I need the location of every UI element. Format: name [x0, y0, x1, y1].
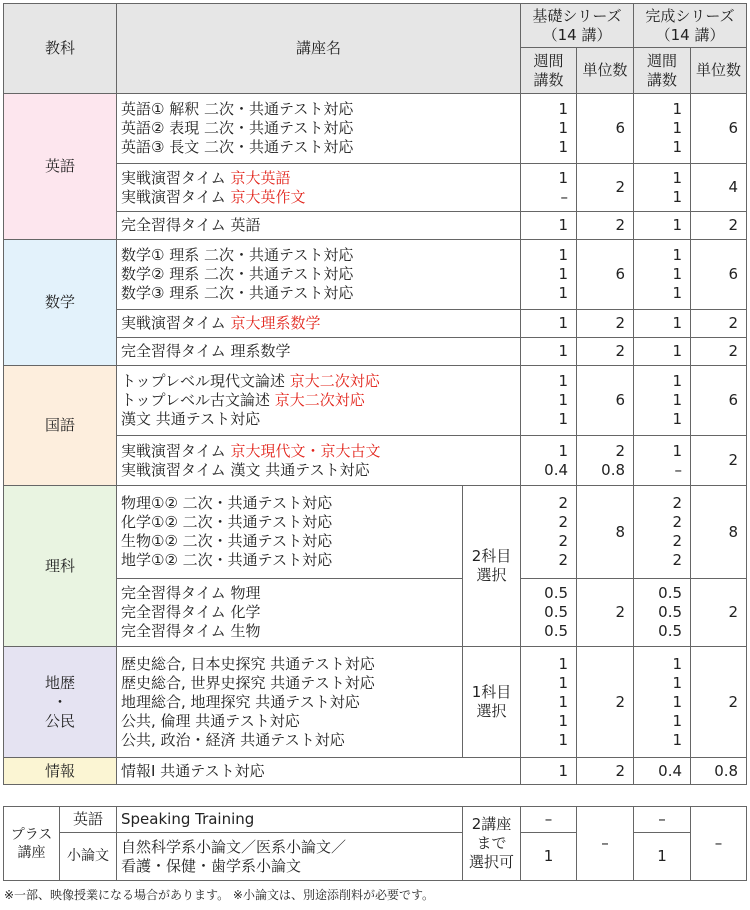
kiso-credits: 6	[577, 240, 634, 310]
kiso-weekly: 1	[521, 310, 577, 338]
course-line: 実戦演習タイム 京大理系数学	[117, 310, 521, 338]
social-row	[4, 647, 747, 758]
kiso-weekly: 1	[521, 338, 577, 366]
kansei-credits: 2	[691, 212, 747, 240]
kiso-credits: 2	[577, 164, 634, 212]
social-select-note: 1科目 選択	[463, 647, 521, 758]
subject-japanese: 国語	[4, 366, 117, 486]
kansei-weekly: –	[634, 807, 691, 833]
japanese-row-1	[4, 366, 747, 436]
kiso-weekly: 1 1 1	[521, 240, 577, 310]
plus-course-table	[3, 806, 747, 881]
kansei-weekly: 1	[634, 833, 691, 881]
course-list: 英語① 解釈 二次・共通テスト対応 英語② 表現 二次・共通テスト対応 英語③ 長文 二次・共通テスト対応	[117, 94, 521, 164]
course-list: 実戦演習タイム 京大現代文・京大古文 実戦演習タイム 漢文 共通テスト対応	[117, 436, 521, 486]
kansei-credits: 0.8	[691, 758, 747, 785]
kansei-weekly: 1 1	[634, 164, 691, 212]
kiso-weekly: 0.5 0.5 0.5	[521, 579, 577, 647]
plus-english-label: 英語	[60, 807, 117, 833]
kiso-weekly: 1 0.4	[521, 436, 577, 486]
course-line: 完全習得タイム 理系数学	[117, 338, 521, 366]
kiso-credits: 2	[577, 647, 634, 758]
kansei-weekly: 1 1 1	[634, 240, 691, 310]
plus-label: プラス 講座	[4, 807, 60, 881]
kansei-weekly: 1 1 1	[634, 366, 691, 436]
kiso-weekly: 1 1 1 1 1	[521, 647, 577, 758]
kiso-weekly: 1 1 1	[521, 366, 577, 436]
subject-math: 数学	[4, 240, 117, 366]
math-row-1	[4, 240, 747, 310]
plus-essay-label: 小論文	[60, 833, 117, 881]
kiso-weekly: –	[521, 807, 577, 833]
kansei-weekly: 1 1 1	[634, 94, 691, 164]
header-kansei-credits: 単位数	[691, 48, 747, 94]
course-line: 完全習得タイム 英語	[117, 212, 521, 240]
plus-row-english	[4, 807, 747, 833]
kansei-credits: 6	[691, 240, 747, 310]
course-table	[3, 3, 747, 785]
kansei-weekly: 0.4	[634, 758, 691, 785]
kansei-credits: 2	[691, 338, 747, 366]
plus-row-essay	[4, 833, 747, 881]
kiso-credits: 2	[577, 338, 634, 366]
kiso-credits: 2	[577, 579, 634, 647]
english-row-1	[4, 94, 747, 164]
kiso-credits: 2	[577, 310, 634, 338]
plus-select-note: 2講座 まで 選択可	[463, 807, 521, 881]
kansei-credits: 2	[691, 647, 747, 758]
kansei-weekly: 1	[634, 338, 691, 366]
kansei-weekly: 1 1 1 1 1	[634, 647, 691, 758]
kiso-weekly: 1	[521, 212, 577, 240]
kiso-credits: 6	[577, 366, 634, 436]
header-kiso-weekly: 週間 講数	[521, 48, 577, 94]
kiso-credits: 6	[577, 94, 634, 164]
footnote: ※一部、映像授業になる場合があります。 ※小論文は、別途添削料が必要です。	[4, 888, 435, 902]
kansei-credits: 6	[691, 366, 747, 436]
header-kansei-series: 完成シリーズ （14 講）	[634, 4, 747, 48]
kiso-credits: 2	[577, 758, 634, 785]
course-list: 物理①② 二次・共通テスト対応 化学①② 二次・共通テスト対応 生物①② 二次・共通テスト対応 地学①② 二次・共通テスト対応	[117, 486, 463, 579]
header-kiso-series: 基礎シリーズ （14 講）	[521, 4, 634, 48]
kansei-credits: 2	[691, 310, 747, 338]
kiso-weekly: 1 1 1	[521, 94, 577, 164]
kansei-credits: 8	[691, 486, 747, 579]
kansei-weekly: 1	[634, 310, 691, 338]
kiso-credits: 2 0.8	[577, 436, 634, 486]
subject-science: 理科	[4, 486, 117, 647]
kansei-credits: 2	[691, 436, 747, 486]
course-list: トップレベル現代文論述 京大二次対応 トップレベル古文論述 京大二次対応 漢文 共通テスト対応	[117, 366, 521, 436]
course-list: 実戦演習タイム 京大英語 実戦演習タイム 京大英作文	[117, 164, 521, 212]
subject-info: 情報	[4, 758, 117, 785]
kiso-weekly: 2 2 2 2	[521, 486, 577, 579]
essay-course-list: 自然科学系小論文／医系小論文／ 看護・保健・歯学系小論文	[117, 833, 463, 881]
course-line: 情報Ⅰ 共通テスト対応	[117, 758, 521, 785]
speaking-training-course: Speaking Training	[117, 807, 463, 833]
header-kiso-credits: 単位数	[577, 48, 634, 94]
science-row-1	[4, 486, 747, 579]
kiso-weekly: 1 –	[521, 164, 577, 212]
kansei-credits: 4	[691, 164, 747, 212]
kansei-credits: –	[691, 807, 747, 881]
header-kansei-weekly: 週間 講数	[634, 48, 691, 94]
kansei-weekly: 1	[634, 212, 691, 240]
kiso-credits: –	[577, 807, 634, 881]
header-subject: 教科	[4, 4, 117, 94]
course-list: 数学① 理系 二次・共通テスト対応 数学② 理系 二次・共通テスト対応 数学③ 理系 二次・共通テスト対応	[117, 240, 521, 310]
subject-english: 英語	[4, 94, 117, 240]
kiso-credits: 2	[577, 212, 634, 240]
subject-social: 地歴 ・ 公民	[4, 647, 117, 758]
kansei-credits: 2	[691, 579, 747, 647]
kansei-weekly: 2 2 2 2	[634, 486, 691, 579]
kansei-credits: 6	[691, 94, 747, 164]
science-select-note: 2科目 選択	[463, 486, 521, 647]
kiso-weekly: 1	[521, 833, 577, 881]
info-row	[4, 758, 747, 785]
kiso-weekly: 1	[521, 758, 577, 785]
course-list: 歴史総合, 日本史探究 共通テスト対応 歴史総合, 世界史探究 共通テスト対応 地理総合, 地理探究 共通テスト対応 公共, 倫理 共通テスト対応 公共, 政治・経済 共通テスト対応	[117, 647, 463, 758]
kiso-credits: 8	[577, 486, 634, 579]
header-course-name: 講座名	[117, 4, 521, 94]
course-list: 完全習得タイム 物理 完全習得タイム 化学 完全習得タイム 生物	[117, 579, 463, 647]
kansei-weekly: 1 –	[634, 436, 691, 486]
kansei-weekly: 0.5 0.5 0.5	[634, 579, 691, 647]
